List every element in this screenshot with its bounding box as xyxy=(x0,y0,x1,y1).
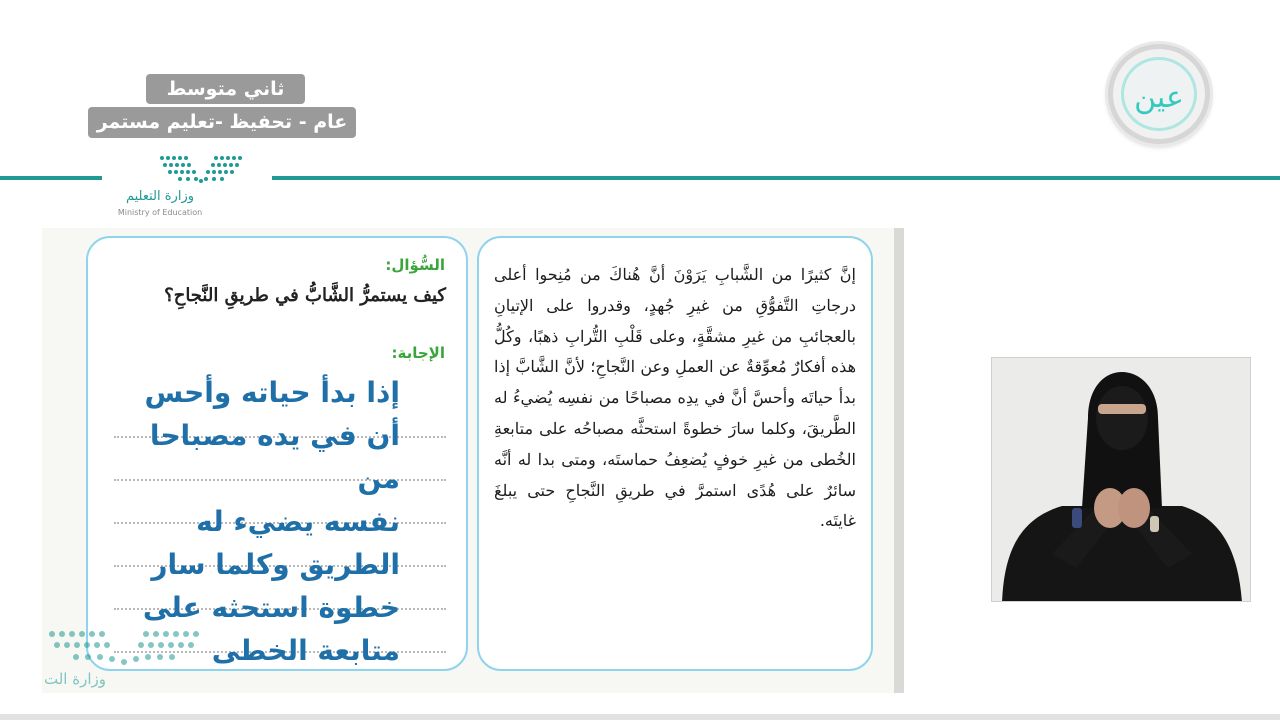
answer-text-line: أن في يده مصباحا من xyxy=(149,419,400,495)
reading-passage-text: إنَّ كثيرًا من الشَّبابِ يَرَوْنَ أنَّ هُناكَ من مُنِحوا أعلى درجاتِ التَّفوُّقِ من غيرِ جُهدٍ، وقدروا على الإتيانِ بالعجائبِ من غيرِ مشقَّةٍ، وعلى قَلْبِ التُّرابِ ذهبًا، وكُلُّ هذه أفكارٌ مُعوِّقةٌ عن العملِ وعن النَّجاحِ؛ لأنَّ الشَّابَّ إذا بدأ حياتَه وأحسَّ أنَّ في يدِه مصباحًا من نفسِه يُضيءُ له الطَّريقَ، وكلما سارَ خطوةً استحثَّه مصباحُه على متابعةِ الخُطى من غيرِ خوفٍ يُضعِفُ حماستَه، ومتى بدا له أنَّه سائرٌ على هُدًى استمرَّ في طريقِ النَّجاحِ حتى يبلغَ غايتَه. xyxy=(494,265,856,531)
answer-text-line: خطوة استحثه على xyxy=(142,591,400,624)
watermark-dots-icon xyxy=(46,628,202,668)
ministry-name-en: Ministry of Education xyxy=(117,208,203,217)
question-label: السُّؤال: xyxy=(385,256,445,274)
watermark-text: وزارة الت xyxy=(44,670,106,688)
interpreter-figure-icon xyxy=(992,358,1251,602)
bottom-strip xyxy=(0,714,1280,720)
answer-text-line: نفسه يضيء له xyxy=(196,505,400,538)
ministry-name-ar: وزارة التعليم xyxy=(125,189,195,204)
answer-text-line: الطريق وكلما سار xyxy=(151,548,400,581)
ain-channel-logo xyxy=(1108,44,1210,144)
track-badge: عام - تحفيظ -تعليم مستمر xyxy=(88,107,356,138)
header-divider-left xyxy=(0,176,102,180)
ministry-watermark xyxy=(44,628,214,690)
ministry-logo xyxy=(110,152,260,224)
answer-text-line: متابعة الخطى xyxy=(211,634,400,667)
ain-logo-ring xyxy=(1121,57,1197,131)
answer-label: الإجابة: xyxy=(391,344,445,362)
sign-language-interpreter-video xyxy=(991,357,1251,602)
ain-logo-text: عين xyxy=(1134,80,1184,115)
grade-badge: ثاني متوسط xyxy=(146,74,305,104)
book-page-edge xyxy=(894,228,904,693)
question-text: كيف يستمرُّ الشَّابُّ في طريقِ النَّجاحِ؟ xyxy=(164,285,446,306)
ministry-dots-icon xyxy=(156,152,246,184)
header-divider-right xyxy=(272,176,1280,180)
handwritten-answer xyxy=(100,371,400,672)
answer-text-line: إذا بدأ حياته وأحس xyxy=(144,376,400,409)
